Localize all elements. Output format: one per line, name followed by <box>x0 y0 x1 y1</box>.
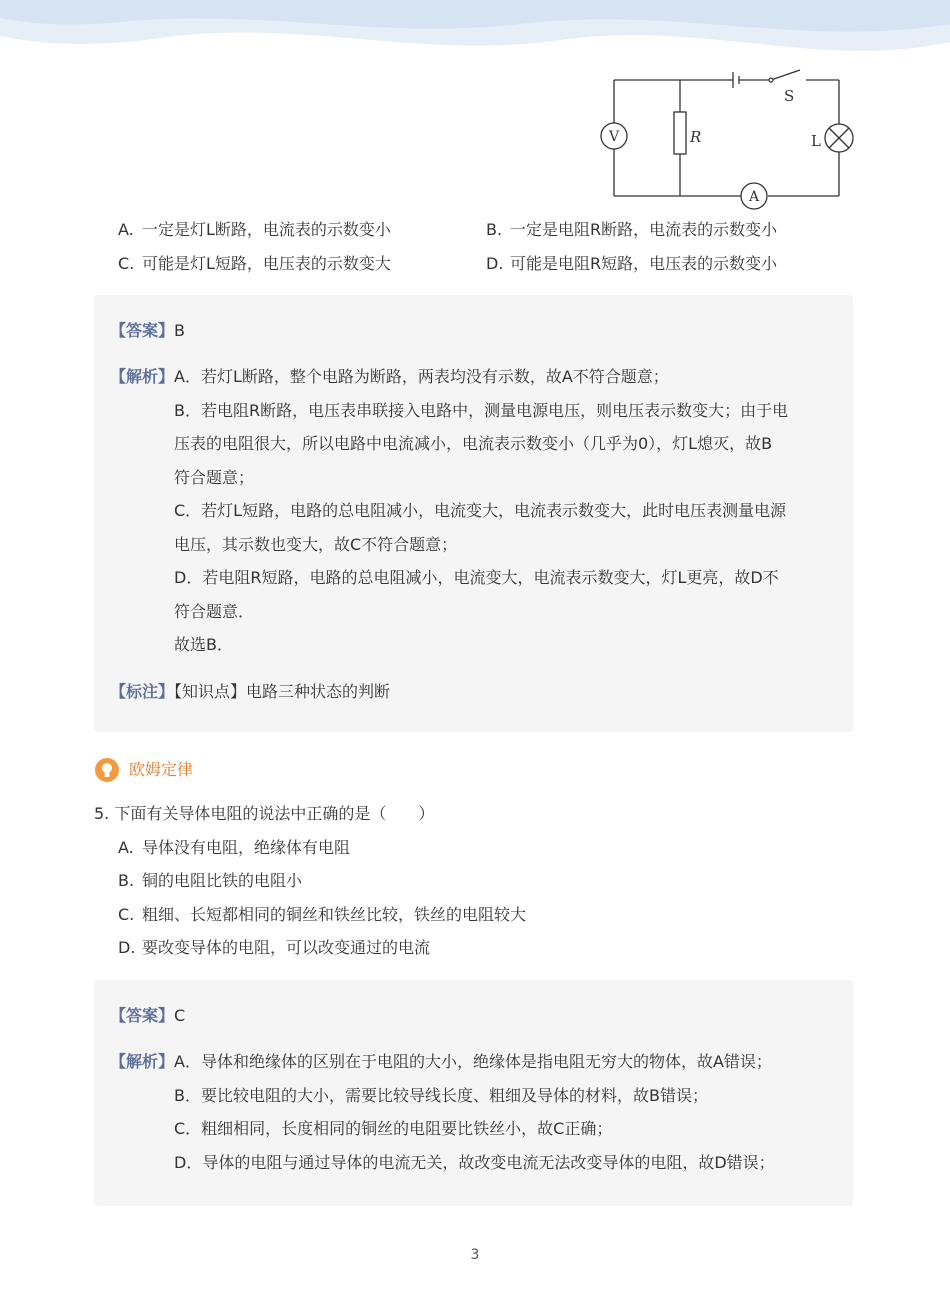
q4-analysis-line: 故选B． <box>174 635 233 654</box>
q4-analysis-line: A．若灯L断路，整个电路为断路，两表均没有示数，故A不符合题意； <box>174 367 669 386</box>
q4-option-c <box>118 253 391 275</box>
q5-analysis-line: B．要比较电阻的大小，需要比较导线长度、粗细及导体的材料，故B错误； <box>174 1086 708 1105</box>
switch-label: S <box>784 87 795 105</box>
option-text: 可能是灯L短路，电压表的示数变大 <box>142 254 391 273</box>
q4-option-a <box>118 219 391 241</box>
q5-analysis-line: C．粗细相同，长度相同的铜丝的电阻要比铁丝小，故C正确； <box>174 1119 613 1138</box>
option-label: B. <box>118 871 135 890</box>
switch-contact-icon <box>769 78 773 82</box>
q4-answer <box>110 320 185 342</box>
option-label: D. <box>486 254 504 273</box>
answer-value: C <box>174 1006 186 1025</box>
answer-tag: 【答案】 <box>110 321 175 340</box>
q5-analysis-line: A．导体和绝缘体的区别在于电阻的大小，绝缘体是指电阻无穷大的物体，故A错误； <box>174 1052 772 1071</box>
voltmeter-label: V <box>608 129 620 145</box>
q4-analysis-line: C．若灯L短路，电路的总电阻减小，电流变大，电流表示数变大，此时电压表测量电源 <box>174 501 787 520</box>
option-text: 可能是电阻R短路，电压表的示数变小 <box>510 254 778 273</box>
option-label: C. <box>118 905 135 924</box>
q5-option-d <box>118 937 430 959</box>
lightbulb-icon <box>94 757 120 783</box>
option-text: 粗细、长短都相同的铜丝和铁丝比较，铁丝的电阻较大 <box>142 905 527 924</box>
q5-answer <box>110 1005 185 1027</box>
page-number: 3 <box>470 1247 480 1263</box>
ammeter-label: A <box>748 189 760 205</box>
resistor-label: R <box>690 128 702 146</box>
note-text: 【知识点】电路三种状态的判断 <box>174 682 391 701</box>
q4-analysis-line: 符合题意． <box>174 602 255 621</box>
note-tag: 【标注】 <box>110 682 175 701</box>
answer-value: B <box>174 321 185 340</box>
q4-analysis-line: 压表的电阻很大，所以电路中电流减小，电流表示数变小（几乎为0），灯L熄灭，故B <box>174 434 773 453</box>
q4-analysis-line: B．若电阻R断路，电压表串联接入电路中，测量电源电压，则电压表示数变大；由于电 <box>174 401 789 420</box>
option-text: 导体没有电阻，绝缘体有电阻 <box>142 838 351 857</box>
q4-analysis-line: 电压，其示数也变大，故C不符合题意； <box>174 535 458 554</box>
q5-analysis-tag: 【解析】 <box>110 1052 175 1071</box>
option-label: D. <box>118 938 136 957</box>
q4-analysis-line: D．若电阻R短路，电路的总电阻减小，电流变大，电流表示数变大，灯L更亮，故D不 <box>174 568 779 587</box>
q5-analysis-line: D．导体的电阻与通过导体的电流无关，故改变电流无法改变导体的电阻，故D错误； <box>174 1153 775 1172</box>
q5-option-c <box>118 904 526 926</box>
q5-question: 5. 下面有关导体电阻的说法中正确的是（ ） <box>94 804 435 823</box>
option-text: 一定是灯L断路，电流表的示数变小 <box>142 220 391 239</box>
q4-option-b <box>486 219 777 241</box>
q4-note <box>110 681 390 703</box>
option-label: A. <box>118 220 134 239</box>
section-title: 欧姆定律 <box>129 760 194 779</box>
q4-option-d <box>486 253 777 275</box>
circuit-diagram <box>596 62 866 214</box>
q4-analysis-line: 符合题意； <box>174 468 255 487</box>
header-wave-decoration <box>0 0 950 70</box>
option-text: 铜的电阻比铁的电阻小 <box>142 871 303 890</box>
lamp-label: L <box>811 132 821 150</box>
q4-analysis-tag: 【解析】 <box>110 367 175 386</box>
q5-option-a <box>118 837 350 859</box>
option-label: A. <box>118 838 134 857</box>
option-text: 要改变导体的电阻，可以改变通过的电流 <box>142 938 431 957</box>
option-label: C. <box>118 254 135 273</box>
q5-option-b <box>118 870 302 892</box>
option-text: 一定是电阻R断路，电流表的示数变小 <box>510 220 778 239</box>
answer-tag: 【答案】 <box>110 1006 175 1025</box>
option-label: B. <box>486 220 503 239</box>
